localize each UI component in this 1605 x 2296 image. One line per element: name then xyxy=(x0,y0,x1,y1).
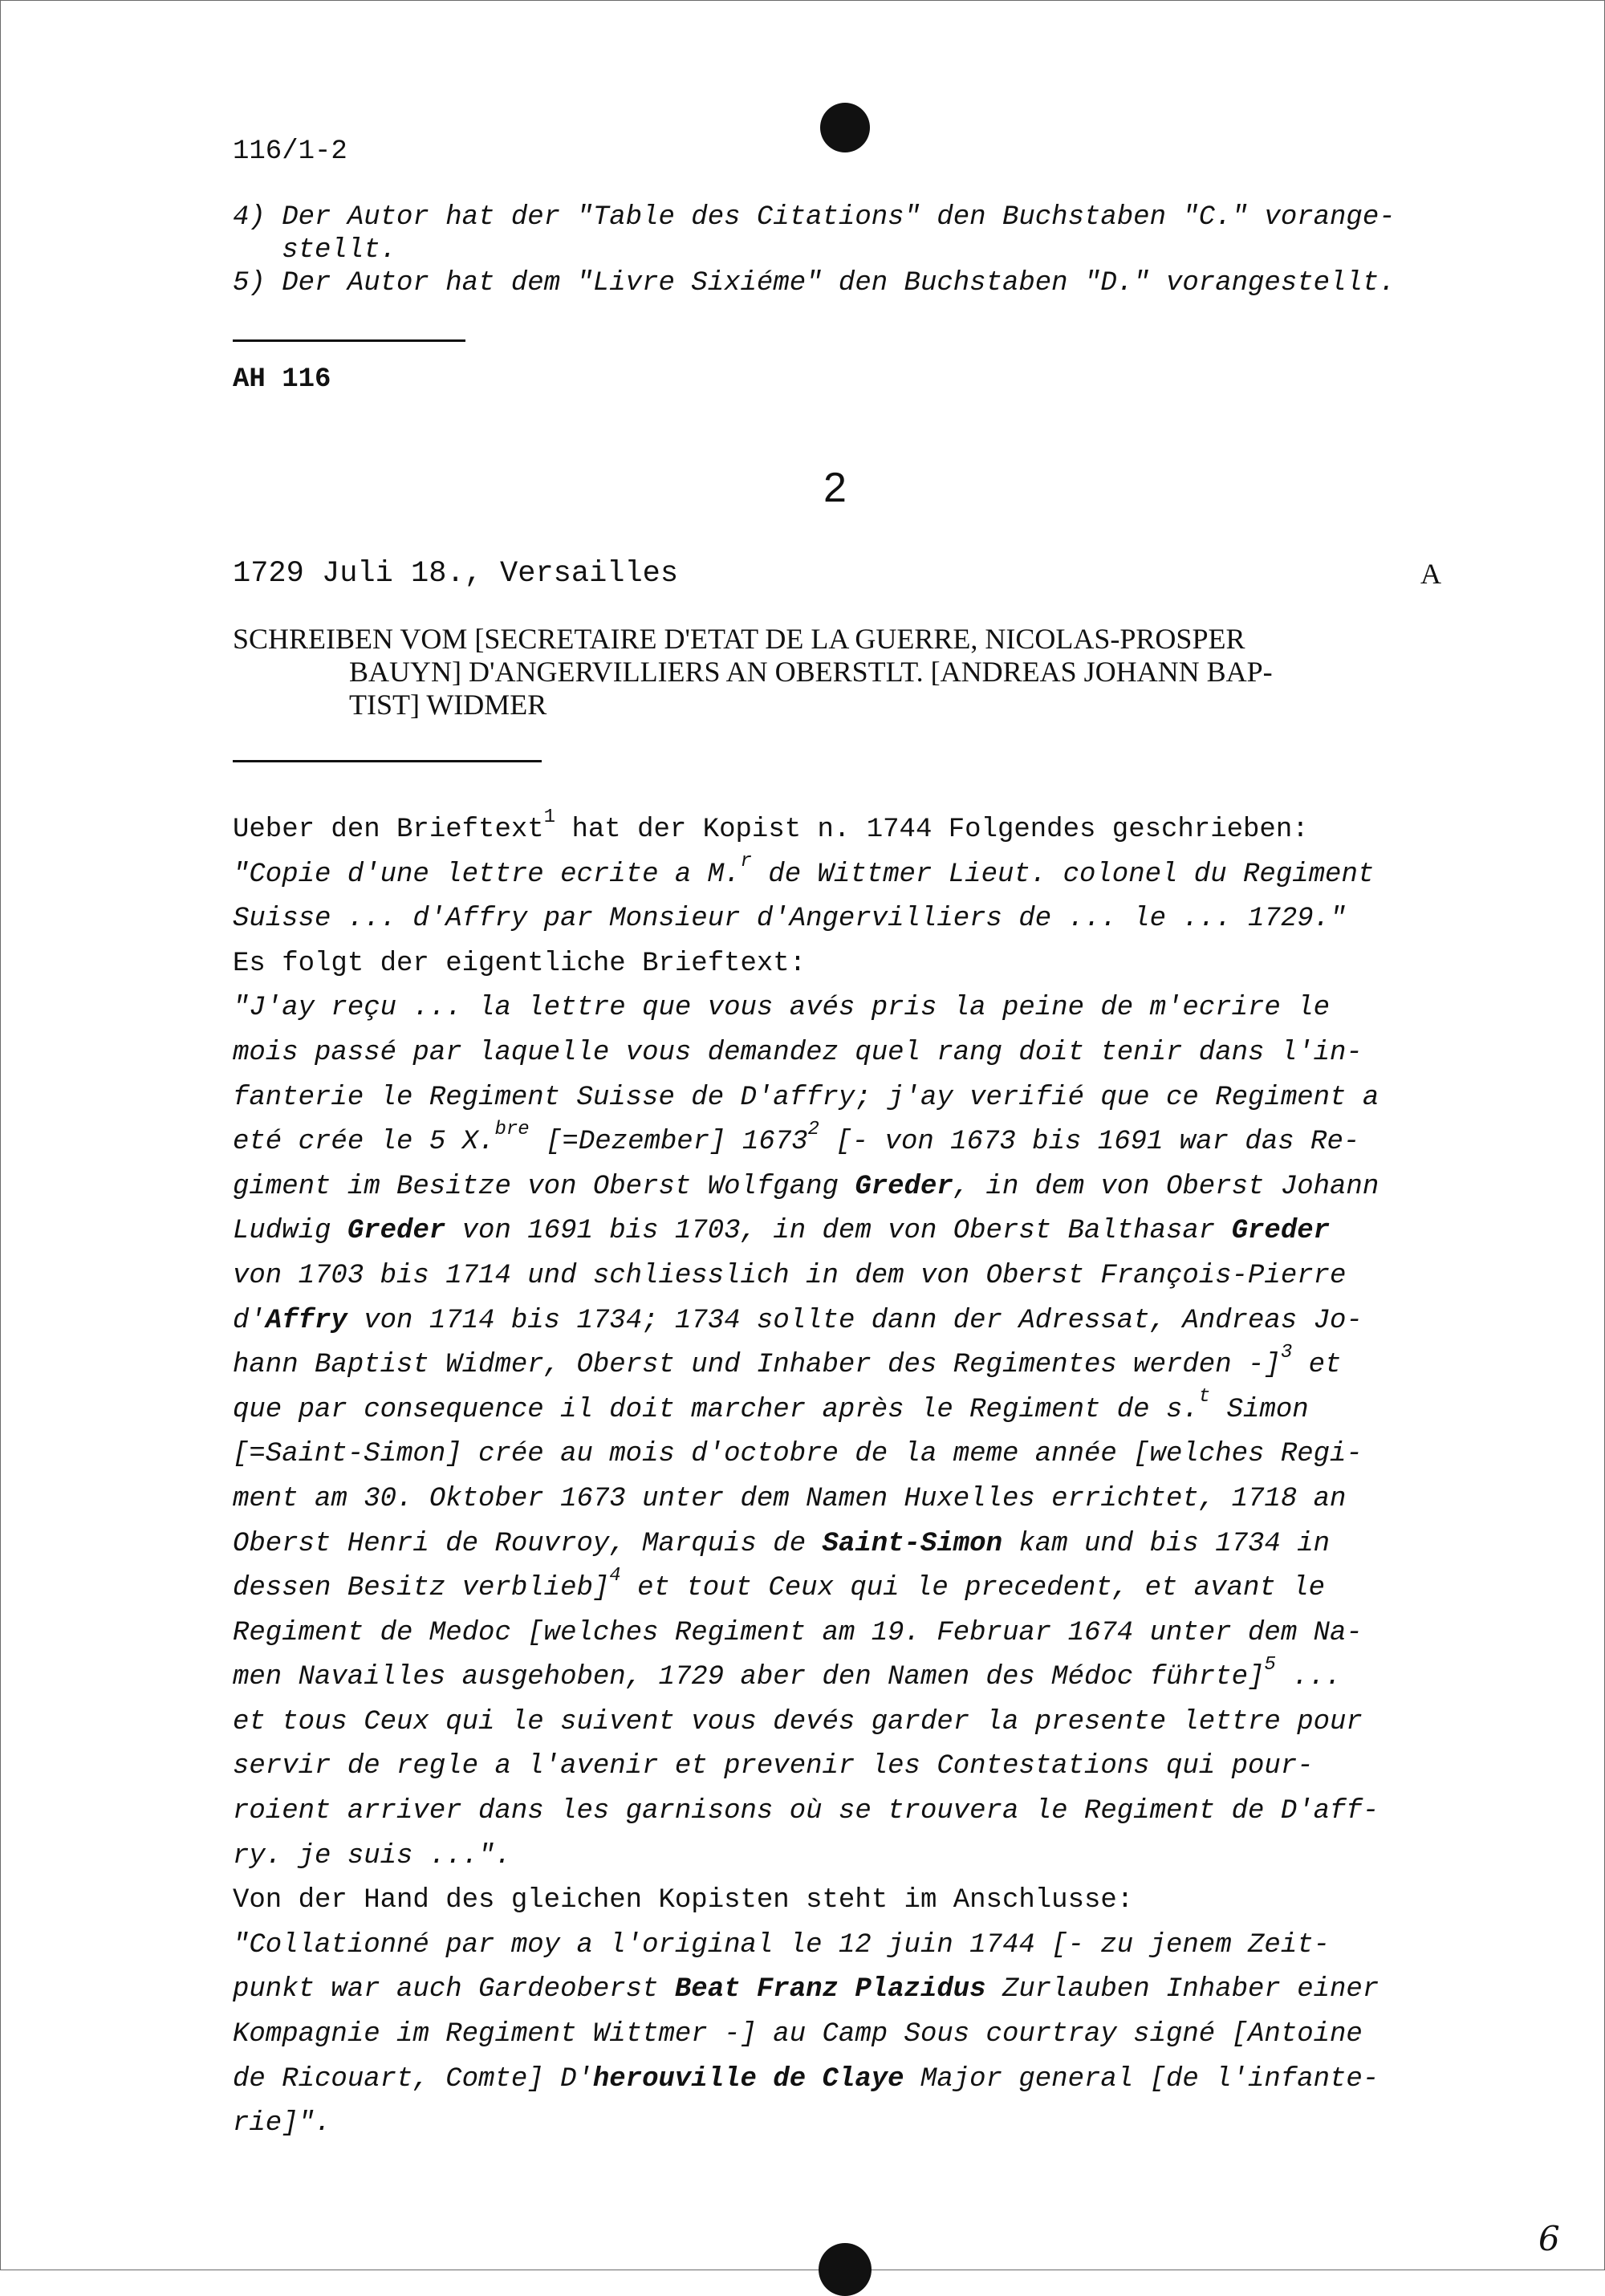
text-line: ment am 30. Oktober 1673 unter dem Namen Huxelles errichtet, 1718 an xyxy=(233,1483,1347,1514)
text-line: roient arriver dans les garnisons où se trouvera le Regiment de D'aff- xyxy=(233,1796,1379,1827)
title-divider xyxy=(233,760,542,762)
text-line: Kompagnie im Regiment Wittmer -] au Camp Sous courtray signé [Antoine xyxy=(233,2019,1363,2050)
text-line: Suisse ... d'Affry par Monsieur d'Angervilliers de ... le ... 1729." xyxy=(233,904,1347,935)
archive-number: AH 116 xyxy=(233,364,331,395)
footnote-ref: 3 xyxy=(1280,1341,1293,1363)
text-line: dessen Besitz verblieb]$^4$ et tout Ceux qui le precedent, et avant le xyxy=(233,1564,1326,1604)
title-line-1: SCHREIBEN VOM [SECRETAIRE D'ETAT DE LA GUERRE, NICOLAS-PROSPER xyxy=(233,623,1245,655)
footnote-4-line1: 4) Der Autor hat der "Table des Citations" den Buchstaben "C." vorange- xyxy=(233,202,1396,233)
text-line: Regiment de Medoc [welches Regiment am 19. Februar 1674 unter dem Na- xyxy=(233,1617,1363,1648)
footnote-ref: 5 xyxy=(1264,1653,1276,1676)
footnote-ref: 1 xyxy=(543,806,556,828)
punch-hole-top xyxy=(820,103,870,152)
text-line: mois passé par laquelle vous demandez quel rang doit tenir dans l'in- xyxy=(233,1037,1363,1068)
text-line: eté crée le 5 X.$^{bre}$ [=Dezember] 1673$^2$ [- von 1673 bis 1691 war das Re- xyxy=(233,1118,1360,1158)
text-line: ry. je suis ...". xyxy=(233,1840,511,1871)
text-line: "J'ay reçu ... la lettre que vous avés pris la peine de m'ecrire le xyxy=(233,993,1331,1024)
text-line: Ludwig Greder von 1691 bis 1703, in dem von Oberst Balthasar Greder xyxy=(233,1216,1331,1247)
footnote-5: 5) Der Autor hat dem "Livre Sixiéme" den Buchstaben "D." vorangestellt. xyxy=(233,268,1396,299)
text-line: "Copie d'une lettre ecrite a M.$^r$ de Wittmer Lieut. colonel du Regiment xyxy=(233,851,1375,890)
text-line: Ueber den Brieftext$^1$ hat der Kopist n. 1744 Folgendes geschrieben: xyxy=(233,806,1309,845)
superscript: t xyxy=(1198,1386,1211,1408)
text-line: von 1703 bis 1714 und schliesslich in dem von Oberst François-Pierre xyxy=(233,1260,1347,1291)
tradition-siglum: A xyxy=(1420,558,1441,590)
text-line: [=Saint-Simon] crée au mois d'octobre de la meme année [welches Regi- xyxy=(233,1439,1363,1470)
footnote-ref: 2 xyxy=(807,1118,819,1140)
text-line: giment im Besitze von Oberst Wolfgang Greder, in dem von Oberst Johann xyxy=(233,1171,1379,1202)
text-line: Von der Hand des gleichen Kopisten steht im Anschlusse: xyxy=(233,1885,1134,1916)
date-place: 1729 Juli 18., Versailles xyxy=(233,557,679,591)
text-line: que par consequence il doit marcher après le Regiment de s.$^t$ Simon xyxy=(233,1386,1309,1425)
title-line-2: BAUYN] D'ANGERVILLIERS AN OBERSTLT. [ANDREAS JOHANN BAP- xyxy=(349,656,1273,688)
text-line: "Collationné par moy a l'original le 12 juin 1744 [- zu jenem Zeit- xyxy=(233,1929,1331,1961)
page-reference: 116/1-2 xyxy=(233,136,347,167)
footnote-divider xyxy=(233,339,465,342)
document-number: 2 xyxy=(823,465,847,511)
commentary-body xyxy=(233,808,1485,2147)
superscript: bre xyxy=(494,1118,530,1140)
text-line: punkt war auch Gardeoberst Beat Franz Plazidus Zurlauben Inhaber einer xyxy=(233,1974,1379,2005)
text-line: hann Baptist Widmer, Oberst und Inhaber des Regimentes werden -]$^3$ et xyxy=(233,1341,1342,1381)
text-line: Oberst Henri de Rouvroy, Marquis de Saint-Simon kam und bis 1734 in xyxy=(233,1528,1331,1559)
text-line: Es folgt der eigentliche Brieftext: xyxy=(233,948,807,979)
title-line-3: TIST] WIDMER xyxy=(349,689,547,721)
text-line: d'Affry von 1714 bis 1734; 1734 sollte dann der Adressat, Andreas Jo- xyxy=(233,1305,1363,1336)
text-line: de Ricouart, Comte] D'herouville de Claye Major general [de l'infante- xyxy=(233,2063,1379,2095)
footnote-ref: 4 xyxy=(609,1564,621,1587)
footnote-4-line2: stellt. xyxy=(233,235,397,266)
text-line: fanterie le Regiment Suisse de D'affry; j'ay verifié que ce Regiment a xyxy=(233,1082,1379,1113)
handwritten-initial: 6 xyxy=(1538,2219,1560,2258)
text-line: servir de regle a l'avenir et prevenir les Contestations qui pour- xyxy=(233,1751,1314,1782)
text-line: rie]". xyxy=(233,2108,331,2140)
superscript: r xyxy=(740,851,752,873)
punch-hole-bottom xyxy=(819,2243,872,2296)
text-line: et tous Ceux qui le suivent vous devés garder la presente lettre pour xyxy=(233,1706,1363,1737)
text-line: men Navailles ausgehoben, 1729 aber den Namen des Médoc führte]$^5$ ... xyxy=(233,1653,1342,1693)
